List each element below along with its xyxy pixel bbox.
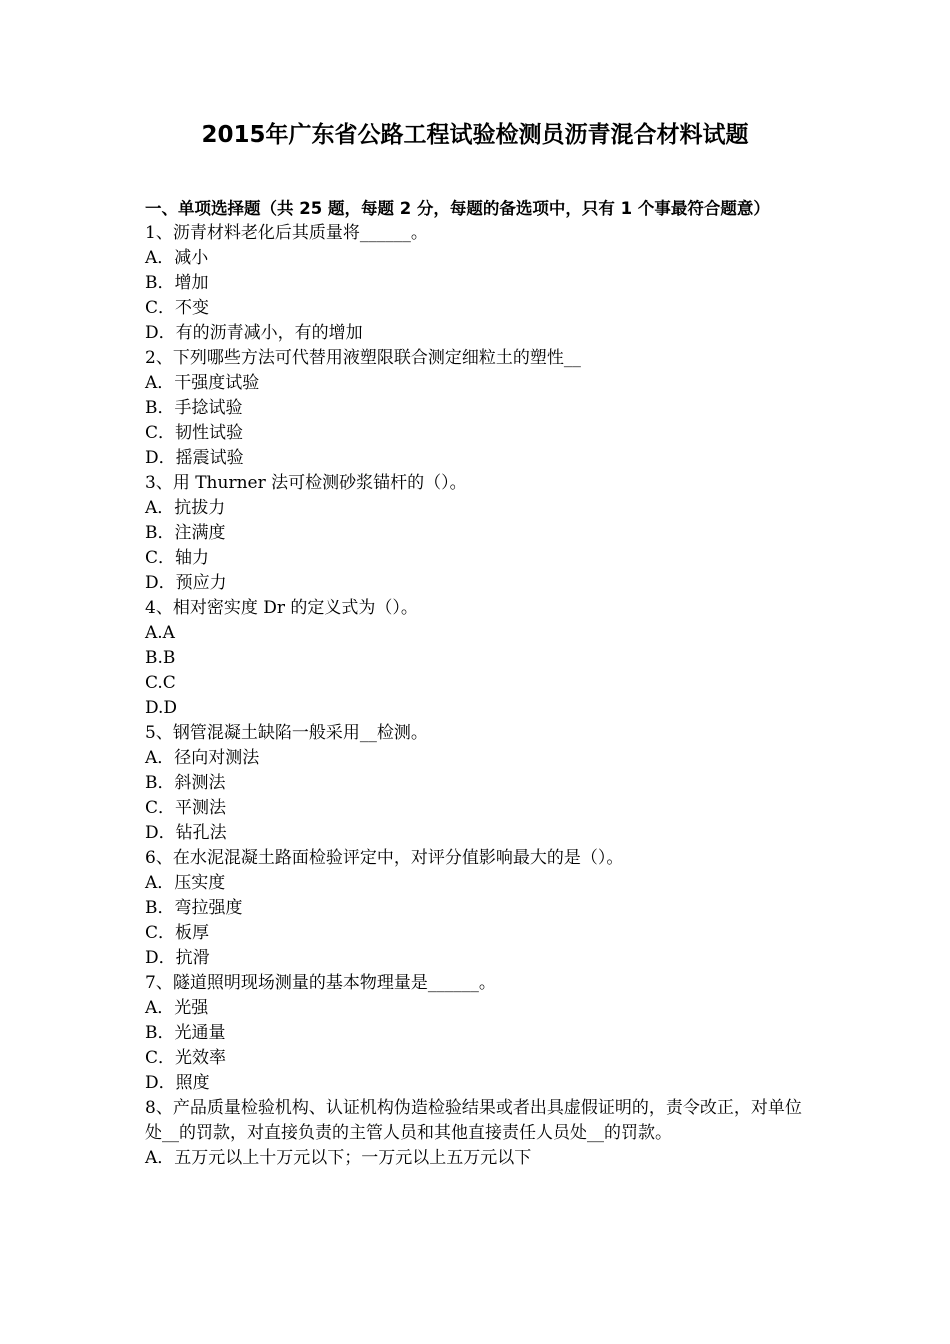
option-b: B．弯拉强度 [145,898,243,918]
option-b: B.B [145,648,176,668]
document-title: 2015年广东省公路工程试验检测员沥青混合材料试题 [201,122,749,148]
option-c: C．平测法 [145,798,227,818]
option-d: D．预应力 [145,573,227,593]
question-stem: 1、沥青材料老化后其质量将______。 [145,223,428,243]
question-8 [145,1096,815,1171]
option-a: A．五万元以上十万元以下；一万元以上五万元以下 [145,1148,532,1168]
option-b: B．斜测法 [145,773,226,793]
question-5 [145,721,815,846]
question-4 [145,596,815,721]
option-a: A．压实度 [145,873,226,893]
option-c: C．板厚 [145,923,210,943]
question-stem: 2、下列哪些方法可代替用液塑限联合测定细粒土的塑性__ [145,348,581,368]
question-3 [145,471,815,596]
option-c: C．不变 [145,298,210,318]
option-b: B．注满度 [145,523,226,543]
question-stem: 3、用 Thurner 法可检测砂浆锚杆的（）。 [145,473,467,493]
document-body [145,196,815,1171]
question-2 [145,346,815,471]
question-stem: 4、相对密实度 Dr 的定义式为（）。 [145,598,418,618]
option-b: B．增加 [145,273,209,293]
option-a: A．减小 [145,248,209,268]
option-c: C．轴力 [145,548,210,568]
option-a: A．干强度试验 [145,373,260,393]
option-a: A．径向对测法 [145,748,260,768]
option-d: D．照度 [145,1073,210,1093]
option-c: C．韧性试验 [145,423,244,443]
question-6 [145,846,815,971]
option-a: A.A [145,623,175,643]
option-c: C．光效率 [145,1048,227,1068]
option-d: D.D [145,698,178,718]
option-d: D．有的沥青减小，有的增加 [145,323,363,343]
question-stem: 5、钢管混凝土缺陷一般采用__检测。 [145,723,428,743]
question-stem: 8、产品质量检验机构、认证机构伪造检验结果或者出具虚假证明的，责令改正，对单位处__的罚款，对直接负责的主管人员和其他直接责任人员处__的罚款。 [145,1098,802,1143]
question-7 [145,971,815,1096]
option-a: A．抗拔力 [145,498,226,518]
option-d: D．抗滑 [145,948,210,968]
question-1 [145,221,815,346]
option-d: D．钻孔法 [145,823,227,843]
option-b: B．光通量 [145,1023,226,1043]
option-d: D．摇震试验 [145,448,244,468]
option-a: A．光强 [145,998,209,1018]
question-stem: 6、在水泥混凝土路面检验评定中，对评分值影响最大的是（）。 [145,848,624,868]
option-c: C.C [145,673,176,693]
section-heading: 一、单项选择题（共 25 题，每题 2 分，每题的备选项中，只有 1 个事最符合题意） [145,199,770,218]
question-stem: 7、隧道照明现场测量的基本物理量是______。 [145,973,496,993]
option-b: B．手捻试验 [145,398,243,418]
